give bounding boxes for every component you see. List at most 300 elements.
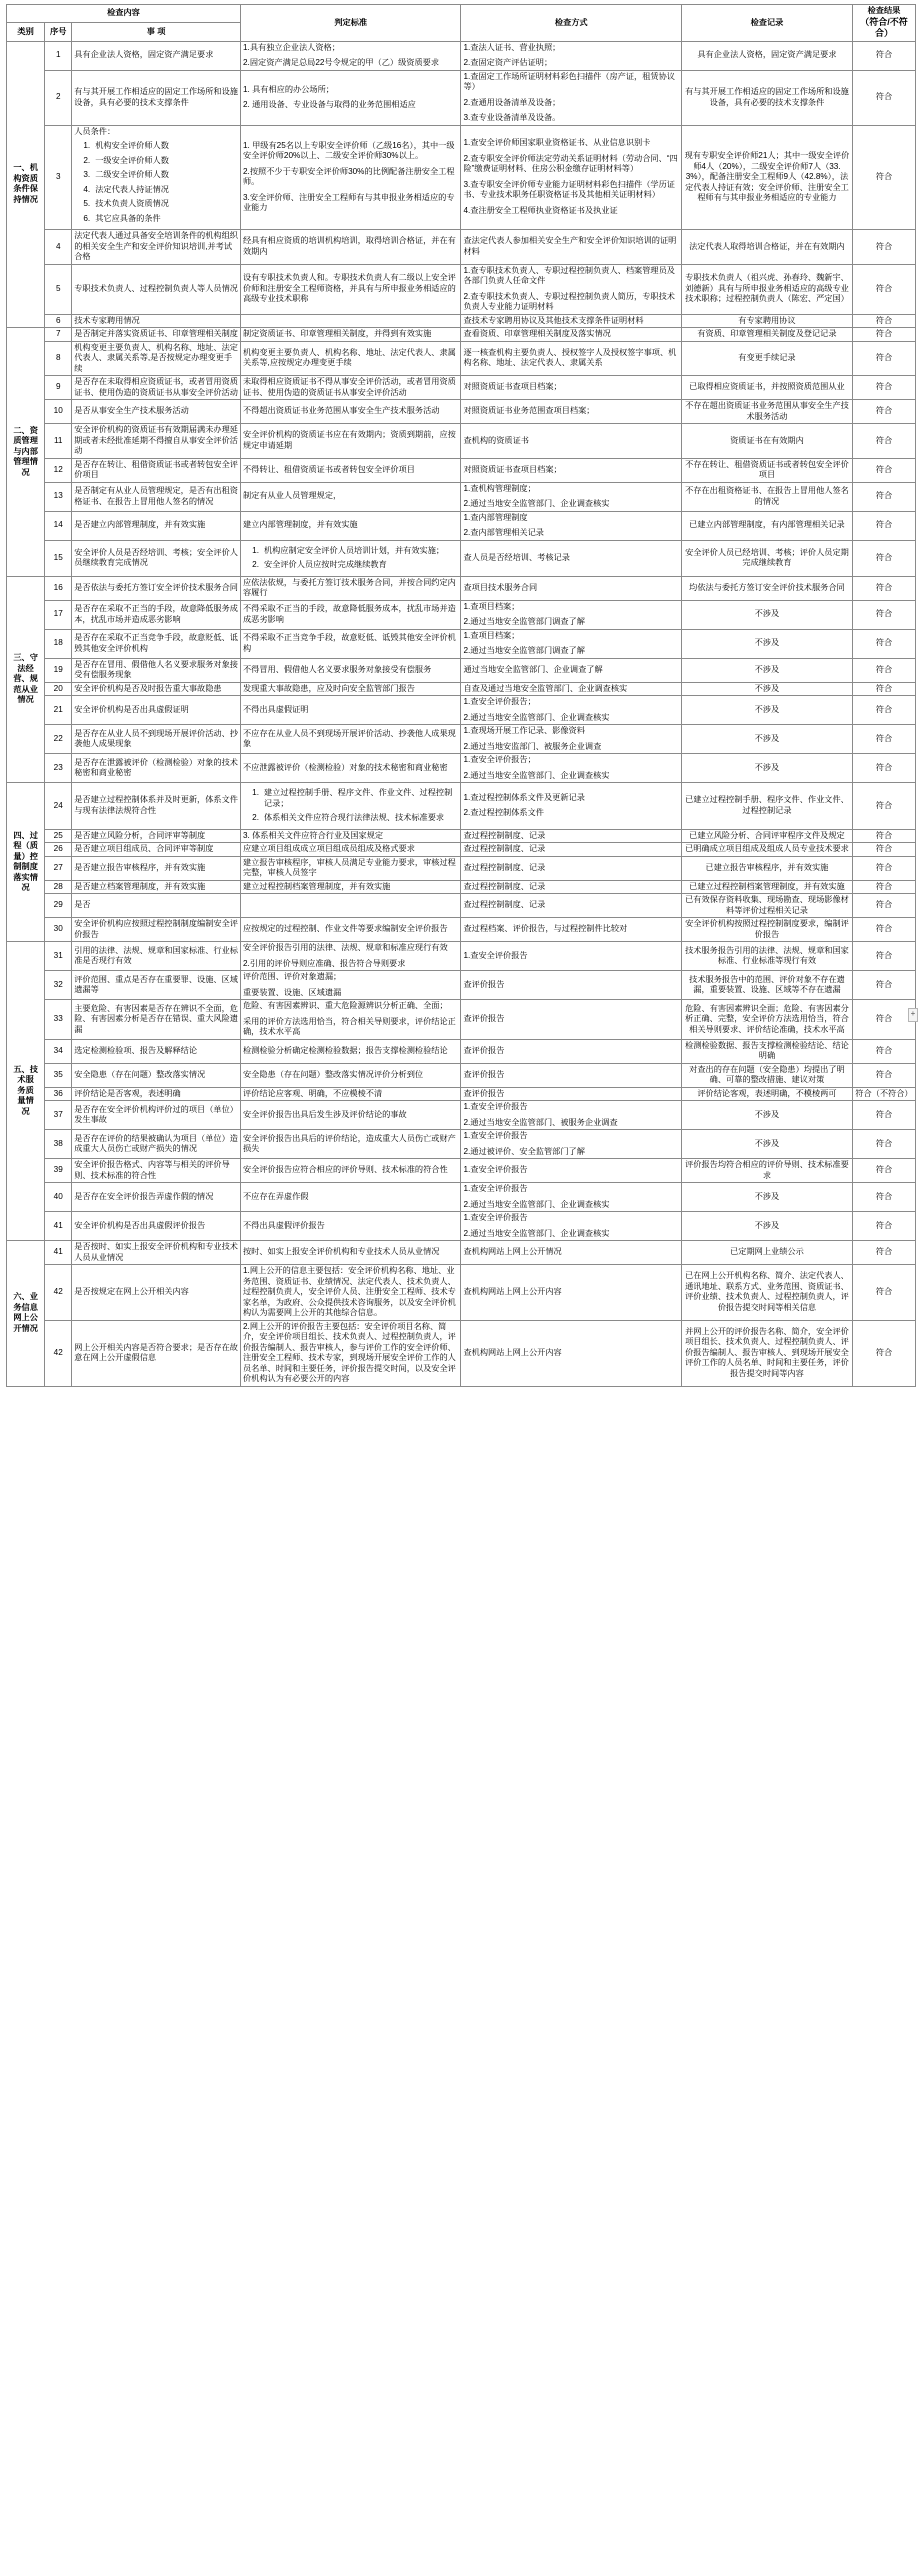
criteria-cell	[240, 400, 460, 424]
cell-paragraph: 2. 通用设备、专业设备与取得的业务范围相适应	[242, 100, 416, 110]
seq-cell: 39	[45, 1159, 72, 1183]
cell-paragraph: 是否存在采取不正当竞争手段，故意贬低、诋毁其他安全评价机构	[74, 633, 238, 653]
criteria-cell	[240, 482, 460, 511]
cell-paragraph: 不涉及	[754, 762, 780, 772]
seq-cell: 3	[45, 125, 72, 230]
item-cell	[72, 894, 241, 918]
table-row	[7, 918, 916, 942]
criteria-cell	[240, 1320, 460, 1386]
seq-cell: 19	[45, 658, 72, 682]
cell-paragraph: 应依法依规，与委托方签订技术服务合同，并按合同约定内容履行	[242, 577, 456, 598]
record-cell	[681, 1039, 852, 1063]
header-result-sub: （符合/不符合）	[860, 16, 908, 39]
cell-paragraph: 不应泄露被评价（检测检验）对象的技术秘密和商业秘密	[242, 762, 448, 772]
record-cell	[681, 376, 852, 400]
cell-paragraph: 1.网上公开的信息主要包括：安全评价机构名称、地址、业务范围、资质证书、业绩情况、法定代表人、技术负责人、过程控制负责人，安全评价人员、注册安全工程师、技术专家名单，为政府、公众提供技术咨询服务，以及安全评价机构认为需要网上公开的其他综合信息。	[242, 1266, 456, 1318]
criteria-cell	[240, 658, 460, 682]
cell-paragraph: 1.查项目档案；	[463, 630, 520, 640]
header-group-content: 检查内容	[7, 5, 241, 23]
cell-paragraph: 1.查安全评价报告	[463, 1165, 528, 1175]
seq-cell: 7	[45, 328, 72, 342]
table-row	[7, 1000, 916, 1040]
method-cell	[461, 376, 681, 400]
criteria-cell	[240, 918, 460, 942]
cell-paragraph: 查人员是否经培训、考核记录	[463, 552, 570, 562]
item-cell	[72, 482, 241, 511]
table-row	[7, 1212, 916, 1241]
record-cell	[681, 458, 852, 482]
header-category: 类别	[7, 23, 45, 41]
item-cell	[72, 725, 241, 754]
cell-paragraph: 安全评价机构是否出具虚假证明	[74, 704, 189, 714]
item-cell	[72, 880, 241, 894]
record-cell	[681, 424, 852, 459]
list-item	[74, 214, 238, 225]
seq-cell: 17	[45, 600, 72, 629]
cell-paragraph: 是否存在泄露被评价（检测检验）对象的技术秘密和商业秘密	[74, 757, 238, 778]
cell-paragraph: 是否建立报告审核程序，并有效实施	[74, 862, 206, 872]
method-cell	[461, 264, 681, 314]
seq-cell: 25	[45, 829, 72, 843]
cell-paragraph: 3. 体系相关文件应符合行业及国家规定	[242, 830, 384, 840]
result-cell: 符合	[852, 1320, 915, 1386]
method-cell	[461, 783, 681, 830]
cell-paragraph: 建立报告审核程序，审核人员满足专业能力要求，审核过程完整，审核人员签字	[242, 857, 456, 878]
list-marker: 2.	[252, 560, 259, 570]
result-cell: 符合	[852, 894, 915, 918]
cell-paragraph: 并网上公开的评价报告名称、简介，安全评价项目组长、技术负责人、过程控制负责人、评价报告编制人、报告审核人、到现场开展安全评价工作的人员名单、时间和主要任务，评价报告提交时间等内容	[685, 1326, 849, 1378]
item-cell	[72, 1039, 241, 1063]
table-row	[7, 971, 916, 1000]
cell-paragraph: 查机构网站上网上公开情况	[463, 1247, 562, 1257]
cell-paragraph: 检测检验数据、报告支撑检测检验结论、结论明确	[685, 1040, 849, 1061]
seq-cell: 18	[45, 629, 72, 658]
cell-paragraph: 安全评价机构应按照过程控制制度编制安全评价报告	[74, 919, 238, 939]
cell-paragraph: 安全评价机构的资质证书有效期届满未办理延期或者未经批准延期不得擅自从事安全评价活动	[74, 425, 238, 456]
category-cell: 五、技 术服 务质 量情 况	[7, 942, 45, 1241]
cell-paragraph: 评价范围、评价对象遗漏；	[242, 972, 342, 982]
item-cell	[72, 576, 241, 600]
cell-paragraph: 查过程控制制度、记录	[463, 830, 546, 840]
table-row	[7, 725, 916, 754]
record-cell	[681, 658, 852, 682]
cell-paragraph: 查法定代表人参加相关安全生产和安全评价知识培训的证明材料	[463, 236, 677, 256]
result-cell: 符合	[852, 328, 915, 342]
list-text: 技术负责人资质情况	[95, 199, 169, 209]
cell-paragraph: 不存在超出资质证书业务范围从事安全生产技术服务活动	[685, 401, 849, 421]
criteria-cell	[240, 540, 460, 576]
method-cell	[461, 1183, 681, 1212]
result-cell: 符合	[852, 400, 915, 424]
cell-paragraph: 是否建立过程控制体系并及时更新，体系文件与现有法律法规符合性	[74, 795, 238, 815]
cell-paragraph: 是否存在安全评价机构评价过的项目（单位）发生事故	[74, 1104, 238, 1125]
result-cell: 符合	[852, 424, 915, 459]
criteria-cell	[240, 230, 460, 265]
criteria-cell	[240, 458, 460, 482]
result-cell: 符合	[852, 971, 915, 1000]
result-cell: 符合	[852, 725, 915, 754]
table-row	[7, 1101, 916, 1130]
item-heading: 人员条件：	[74, 126, 116, 136]
cell-paragraph: 安全评价报告格式、内容等与相关的评价导则、技术标准的符合性	[74, 1160, 230, 1180]
item-cell	[72, 783, 241, 830]
table-row	[7, 125, 916, 230]
seq-cell: 8	[45, 341, 72, 376]
seq-cell: 34	[45, 1039, 72, 1063]
item-cell	[72, 328, 241, 342]
record-cell	[681, 918, 852, 942]
cell-paragraph: 1. 具有相应的办公场所；	[242, 84, 334, 94]
numbered-list	[74, 141, 238, 224]
cell-paragraph: 2.通过当地安全监管部门、企业调查核实	[463, 770, 610, 780]
cell-paragraph: 1.查安全评价报告	[463, 1102, 528, 1112]
cell-paragraph: 应建立项目组成成立项目组成员组成及格式要求	[242, 844, 415, 854]
cell-paragraph: 是否建立项目组成员、合同评审等制度	[74, 844, 214, 854]
cell-paragraph: 技术服务报告中的范围、评价对象不存在遗漏，重要装置、设施、区域等不存在遗漏	[689, 974, 845, 995]
method-cell	[461, 725, 681, 754]
criteria-cell	[240, 376, 460, 400]
list-item	[243, 813, 458, 824]
cell-paragraph: 安全隐患（存在问题）整改落实情况评价分析到位	[242, 1069, 424, 1079]
cell-paragraph: 主要危险、有害因素是否存在辨识不全面，危险、有害因素分析是否存在错误、重大风险遗漏	[74, 1003, 238, 1034]
result-cell: 符合	[852, 1000, 915, 1040]
table-row	[7, 400, 916, 424]
item-cell	[72, 511, 241, 540]
seq-cell: 31	[45, 942, 72, 971]
method-cell	[461, 1101, 681, 1130]
record-cell	[681, 1130, 852, 1159]
method-cell	[461, 754, 681, 783]
result-cell: 符合	[852, 41, 915, 70]
table-row	[7, 658, 916, 682]
cell-paragraph: 已有效保存资料收集、现场勘查、现场影像材料等评价过程相关记录	[685, 895, 849, 915]
method-cell	[461, 1320, 681, 1386]
cell-paragraph: 是否存在冒用、假借他人名义要求服务对象接受有偿服务现象	[74, 659, 238, 680]
cell-paragraph: 安全评价人员是否经培训、考核；安全评价人员继续教育完成情况	[74, 547, 238, 568]
record-cell	[681, 230, 852, 265]
list-item	[74, 141, 238, 152]
list-item	[243, 546, 458, 557]
cell-paragraph: 评价报告均符合相应的评价导则、技术标准要求	[685, 1160, 849, 1180]
numbered-list	[243, 788, 458, 824]
item-cell	[72, 70, 241, 125]
cell-paragraph: 安全评价机构按照过程控制制度要求，编制评价报告	[685, 919, 849, 939]
result-cell: 符合	[852, 341, 915, 376]
table-row	[7, 576, 916, 600]
method-cell	[461, 629, 681, 658]
item-cell	[72, 1101, 241, 1130]
item-cell	[72, 458, 241, 482]
result-cell: 符合	[852, 264, 915, 314]
cell-paragraph: 技术专家聘用情况	[74, 315, 140, 325]
cell-paragraph: 是否制定有从业人员管理规定，是否有出租资格证书、在报告上冒用他人签名的情况	[74, 486, 238, 506]
method-cell	[461, 400, 681, 424]
item-cell	[72, 1241, 241, 1265]
method-cell	[461, 829, 681, 843]
table-row	[7, 1063, 916, 1087]
record-cell	[681, 1159, 852, 1183]
criteria-cell	[240, 511, 460, 540]
cell-paragraph: 是否	[74, 900, 91, 910]
criteria-cell	[240, 1063, 460, 1087]
cell-paragraph: 是否存在从业人员不到现场开展评价活动、抄袭他人成果现象	[74, 728, 238, 749]
cell-paragraph: 不涉及	[754, 638, 780, 648]
category-cell: 二、资 质管理 与内部 管理情 况	[7, 328, 45, 577]
cell-paragraph: 不涉及	[754, 1138, 780, 1148]
method-cell	[461, 70, 681, 125]
cell-paragraph: 不得采取不正当竞争手段，故意贬低、诋毁其他安全评价机构	[242, 633, 456, 653]
cell-paragraph: 安全评价人员已经培训、考核；评价人员定期完成继续教育	[685, 547, 849, 568]
item-cell	[72, 658, 241, 682]
cell-paragraph: 是否存在未取得相应资质证书，或者冒用资质证书、使用伪造的资质证书从事安全评价活动	[74, 377, 238, 397]
item-cell	[72, 1183, 241, 1212]
cell-paragraph: 1.查固定工作场所证明材料彩色扫描件（房产证，租赁协议等）	[463, 71, 675, 92]
table-header	[7, 5, 916, 42]
cell-paragraph: 有与其开展工作相适应的固定工作场所和设施设备，具有必要的技术支撑条件	[685, 87, 849, 107]
cell-paragraph: 已取得相应资质证书，并按照资质范围从业	[689, 382, 845, 392]
table-row	[7, 376, 916, 400]
cell-paragraph: 已明确成立项目组成及组成人员专业技术要求	[685, 844, 849, 854]
item-cell	[72, 829, 241, 843]
table-row	[7, 1320, 916, 1386]
header-criteria: 判定标准	[240, 5, 460, 42]
list-marker: 1.	[252, 545, 259, 555]
result-cell: 符合	[852, 829, 915, 843]
result-cell: 符合	[852, 540, 915, 576]
record-cell	[681, 1101, 852, 1130]
cell-paragraph: 不得出具虚假评价报告	[242, 1220, 325, 1230]
cell-paragraph: 查评价报告	[463, 979, 505, 989]
cell-paragraph: 已定期网上业绩公示	[730, 1247, 804, 1257]
method-cell	[461, 1087, 681, 1101]
cell-paragraph: 1.查机构管理制度；	[463, 483, 536, 493]
cell-paragraph: 不涉及	[754, 1109, 780, 1119]
result-cell: 符合	[852, 482, 915, 511]
seq-cell: 37	[45, 1101, 72, 1130]
record-cell	[681, 1265, 852, 1321]
cell-paragraph: 有专家聘用协议	[738, 315, 796, 325]
cell-paragraph: 选定检测检验项、报告及解释结论	[74, 1045, 198, 1055]
seq-cell: 22	[45, 725, 72, 754]
table-row	[7, 70, 916, 125]
cell-paragraph: 制定资质证书、印章管理相关制度，并得到有效实施	[242, 329, 432, 339]
record-cell	[681, 482, 852, 511]
criteria-cell	[240, 629, 460, 658]
method-cell	[461, 540, 681, 576]
cell-paragraph: 采用的评价方法选用恰当，符合相关导则要求，评价结论正确，技术水平高	[242, 1016, 456, 1037]
method-cell	[461, 942, 681, 971]
cell-paragraph: 查过程控制制度、记录	[463, 844, 546, 854]
table-row	[7, 629, 916, 658]
item-cell	[72, 600, 241, 629]
method-cell	[461, 458, 681, 482]
cell-paragraph: 有变更手续记录	[738, 353, 796, 363]
seq-cell: 15	[45, 540, 72, 576]
table-body	[7, 41, 916, 1386]
cell-paragraph: 未取得相应资质证书不得从事安全评价活动，或者冒用资质证书、使用伪造的资质证书从事安全评价活动	[242, 377, 456, 397]
cell-paragraph: 网上公开相关内容是否符合要求；是否存在故意在网上公开虚假信息	[74, 1342, 238, 1363]
method-cell	[461, 1063, 681, 1087]
header-method: 检查方式	[461, 5, 681, 42]
method-cell	[461, 341, 681, 376]
record-cell	[681, 576, 852, 600]
seq-cell: 28	[45, 880, 72, 894]
result-cell: 符合	[852, 376, 915, 400]
cell-paragraph: 3.查专业设备清单及设备。	[463, 113, 561, 123]
item-cell	[72, 1159, 241, 1183]
cell-paragraph: 设有专职技术负责人和。专职技术负责人有二级以上安全评价师和注册安全工程师资格，并具有与所申报业务相适应的高级专业技术职称	[242, 273, 456, 304]
record-cell	[681, 1087, 852, 1101]
cell-paragraph: 2.固定资产满足总局22号令规定的甲（乙）级资质要求	[242, 58, 440, 68]
item-cell	[72, 341, 241, 376]
cell-paragraph: 1.查安全评价报告	[463, 950, 528, 960]
header-result	[852, 5, 915, 42]
list-text: 机构应制定安全评价人员培训计划，并有效实施；	[263, 545, 445, 555]
table-row	[7, 341, 916, 376]
list-text: 安全评价人员应按时完成继续教育	[263, 560, 387, 570]
criteria-cell	[240, 696, 460, 725]
cell-paragraph: 安全评价报告应符合相应的评价导则、技术标准的符合性	[242, 1165, 448, 1175]
item-cell	[72, 1000, 241, 1040]
item-cell	[72, 856, 241, 880]
cell-paragraph: 不涉及	[754, 1220, 780, 1230]
seq-cell: 42	[45, 1320, 72, 1386]
criteria-cell	[240, 942, 460, 971]
result-cell: 符合	[852, 1159, 915, 1183]
cell-paragraph: 2.通过当地安全监管部门、企业调查核实	[463, 499, 610, 509]
cell-paragraph: 2.查内部管理相关记录	[463, 528, 544, 538]
item-cell	[72, 1063, 241, 1087]
record-cell	[681, 843, 852, 857]
table-row	[7, 314, 916, 328]
header-record: 检查记录	[681, 5, 852, 42]
cell-paragraph: 不涉及	[754, 733, 780, 743]
cell-paragraph: 有资质、印章管理相关制度及登记记录	[697, 329, 837, 339]
cell-paragraph: 逐一核查机构主要负责人、授权签字人及授权签字事项、机构名称、地址、法定代表人、隶属关系	[463, 347, 677, 368]
criteria-cell	[240, 600, 460, 629]
table-row	[7, 458, 916, 482]
method-cell	[461, 1159, 681, 1183]
table-row	[7, 1265, 916, 1321]
method-cell	[461, 658, 681, 682]
criteria-cell	[240, 314, 460, 328]
item-cell	[72, 942, 241, 971]
item-cell	[72, 424, 241, 459]
cell-paragraph: 制定有从业人员管理规定，	[242, 491, 342, 501]
list-marker: 2.	[83, 155, 91, 165]
item-cell	[72, 754, 241, 783]
table-row	[7, 894, 916, 918]
method-cell	[461, 1241, 681, 1265]
list-item	[74, 156, 238, 167]
cell-paragraph: 安全评价机构是否出具虚假评价报告	[74, 1220, 206, 1230]
criteria-cell	[240, 1130, 460, 1159]
cell-paragraph: 是否存在评价的结果被确认为项目（单位）造成重大人员伤亡或财产损失的情况	[74, 1133, 238, 1154]
result-cell: 符合	[852, 230, 915, 265]
result-cell: 符合	[852, 576, 915, 600]
cell-paragraph: 专职技术负责人（祖兴虎、孙春玲、魏新宇、刘德新）具有与所申报业务相适应的高级专业技术职称；过程控制负责人（陈宏、严定国）	[685, 273, 849, 304]
method-cell	[461, 511, 681, 540]
category-cell: 一、机 构资质 条件保 持情况	[7, 41, 45, 328]
result-cell: 符合	[852, 682, 915, 696]
record-cell	[681, 1320, 852, 1386]
cell-paragraph: 法定代表人取得培训合格证，并在有效期内	[689, 241, 845, 251]
seq-cell: 27	[45, 856, 72, 880]
method-cell	[461, 696, 681, 725]
table-row	[7, 1087, 916, 1101]
cell-paragraph: 3.安全评价师、注册安全工程师有与其申报业务相适应的专业能力	[242, 192, 455, 213]
scroll-marker[interactable]: +	[908, 1008, 918, 1022]
method-cell	[461, 1265, 681, 1321]
record-cell	[681, 696, 852, 725]
list-marker: 4.	[83, 184, 91, 194]
cell-paragraph: 机构变更主要负责人、机构名称、地址、法定代表人、隶属关系等,应按规定办理变更手续	[242, 347, 456, 368]
seq-cell: 32	[45, 971, 72, 1000]
criteria-cell	[240, 754, 460, 783]
record-cell	[681, 400, 852, 424]
method-cell	[461, 682, 681, 696]
criteria-cell	[240, 1265, 460, 1321]
table-row	[7, 1241, 916, 1265]
cell-paragraph: 1.查项目档案；	[463, 601, 520, 611]
cell-paragraph: 是否存在安全评价报告弄虚作假的情况	[74, 1191, 214, 1201]
method-cell	[461, 600, 681, 629]
cell-paragraph: 1.查过程控制体系文件及更新记录	[463, 792, 585, 802]
cell-paragraph: 2.通过当地安全监管部门、被服务企业调查	[463, 1117, 618, 1127]
header-row-top	[7, 5, 916, 23]
cell-paragraph: 查项目技术服务合同	[463, 582, 538, 592]
method-cell	[461, 918, 681, 942]
result-cell: 符合	[852, 1130, 915, 1159]
method-cell	[461, 880, 681, 894]
cell-paragraph: 1.查安全评价报告	[463, 1213, 528, 1223]
list-item	[243, 788, 458, 809]
result-cell: 符合	[852, 1265, 915, 1321]
cell-paragraph: 机构变更主要负责人、机构名称、地址、法定代表人、隶属关系等,是否按规定办理变更手续	[74, 342, 238, 373]
item-cell	[72, 1087, 241, 1101]
cell-paragraph: 查技术专家聘用协议及其他技术支撑条件证明材料	[463, 315, 644, 325]
cell-paragraph: 评价范围、重点是否存在重要罪、设施、区域遗漏等	[74, 974, 238, 995]
record-cell	[681, 629, 852, 658]
list-text: 法定代表人持证情况	[95, 184, 169, 194]
cell-paragraph: 自查及通过当地安全监管部门、企业调查核实	[463, 683, 628, 693]
item-cell	[72, 230, 241, 265]
result-cell: 符合	[852, 1183, 915, 1212]
cell-paragraph: 1.具有独立企业法人资格；	[242, 42, 340, 52]
cell-paragraph: 建立内部管理制度，并有效实施	[242, 520, 358, 530]
list-item	[74, 199, 238, 210]
record-cell	[681, 264, 852, 314]
method-cell	[461, 41, 681, 70]
cell-paragraph: 对查出的存在问题（安全隐患）均提出了明确、可靠的整改措施、建议对策	[689, 1064, 845, 1085]
cell-paragraph: 查评价报告	[463, 1014, 505, 1024]
criteria-cell	[240, 328, 460, 342]
cell-paragraph: 不应存在从业人员不到现场开展评价活动、抄袭他人成果现象	[242, 728, 456, 749]
list-text: 一级安全评价师人数	[95, 155, 169, 165]
cell-paragraph: 对照资质证书查项目档案；	[463, 464, 562, 474]
item-cell	[72, 540, 241, 576]
list-marker: 1.	[252, 788, 259, 798]
result-cell: 符合	[852, 1063, 915, 1087]
list-text: 其它应具备的条件	[95, 213, 161, 223]
seq-cell: 29	[45, 894, 72, 918]
result-cell: 符合	[852, 1101, 915, 1130]
cell-paragraph: 2.通过当地安全监管部门调查了解	[463, 617, 585, 627]
result-cell: 符合（不符合）	[852, 1087, 915, 1101]
cell-paragraph: 查机构网站上网上公开内容	[463, 1347, 562, 1357]
record-cell	[681, 328, 852, 342]
cell-paragraph: 查过程控制制度、记录	[463, 881, 546, 891]
